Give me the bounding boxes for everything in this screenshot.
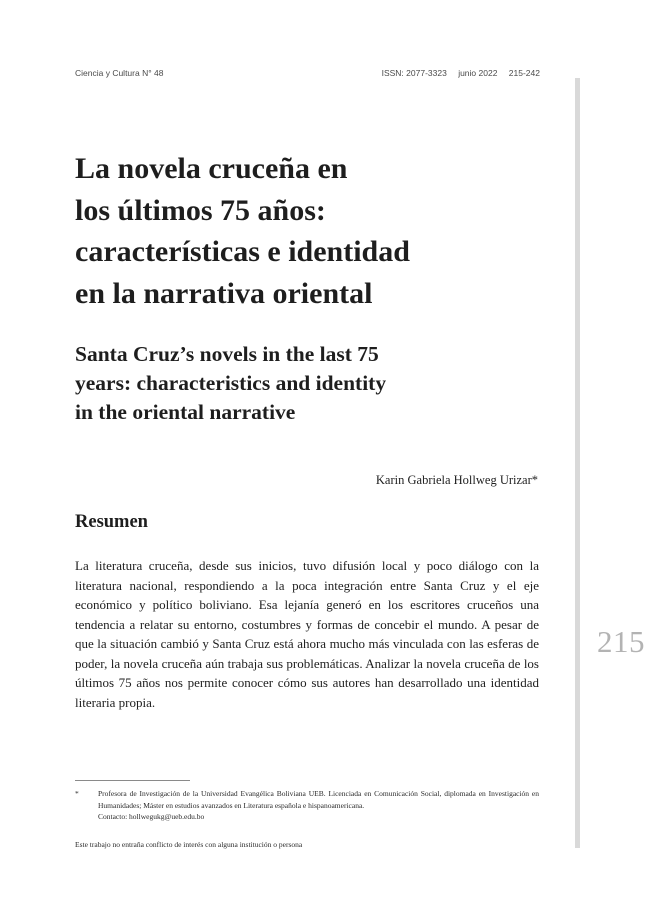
title-line: years: characteristics and identity	[75, 371, 387, 395]
margin-rule	[575, 78, 580, 848]
page-range: 215-242	[508, 68, 540, 78]
footnote-divider	[75, 780, 190, 781]
title-line: in the oriental narrative	[75, 400, 296, 424]
footnote-marker: *	[75, 789, 79, 798]
title-line: características e identidad	[75, 235, 410, 268]
title-line: Santa Cruz’s novels in the last 75	[75, 342, 379, 366]
page-number: 215	[597, 624, 645, 659]
author-footnote	[75, 788, 539, 823]
issue-date: junio 2022	[458, 68, 498, 78]
title-line: en la narrativa oriental	[75, 276, 373, 310]
title-english	[75, 340, 515, 427]
footnote-text: Profesora de Investigación de la Universidad Evangélica Boliviana UEB. Licenciada en Comunicación Social, diplomada en Investigación en Humanidades; Máster en estudios avanzados en Literatura española e hispanoamericana.	[98, 789, 539, 810]
publication-info	[373, 68, 540, 78]
title-spanish	[75, 148, 515, 314]
footnote-contact: Contacto: hollwegukg@ueb.edu.bo	[98, 812, 205, 821]
author-name: Karin Gabriela Hollweg Urizar*	[375, 473, 538, 487]
issn: ISSN: 2077-3323	[381, 68, 447, 78]
conflict-of-interest-note: Este trabajo no entraña conflicto de interés con alguna institución o persona	[75, 840, 303, 849]
journal-name: Ciencia y Cultura N° 48	[75, 68, 164, 78]
abstract-text: La literatura cruceña, desde sus inicios, tuvo difusión local y poco diálogo con la literatura nacional, respondiendo a la poca integración entre Santa Cruz y el eje económico y político boliviano. Esa lejanía generó en los escritores cruceños una tendencia a relatar su entorno, costumbres y formas de concebir el mundo. A pesar de que la situación cambió y Santa Cruz está ahora mucho más vinculada con las esferas de poder, la novela cruceña aún trabaja sus problemáticas. Analizar la novela cruceña de los últimos 75 años nos permite conocer cómo sus autores han desarrollado una identidad literaria propia.	[75, 558, 539, 710]
title-line: los últimos 75 años:	[75, 193, 326, 227]
title-line: La novela cruceña en	[75, 152, 348, 185]
abstract-heading: Resumen	[75, 512, 148, 532]
